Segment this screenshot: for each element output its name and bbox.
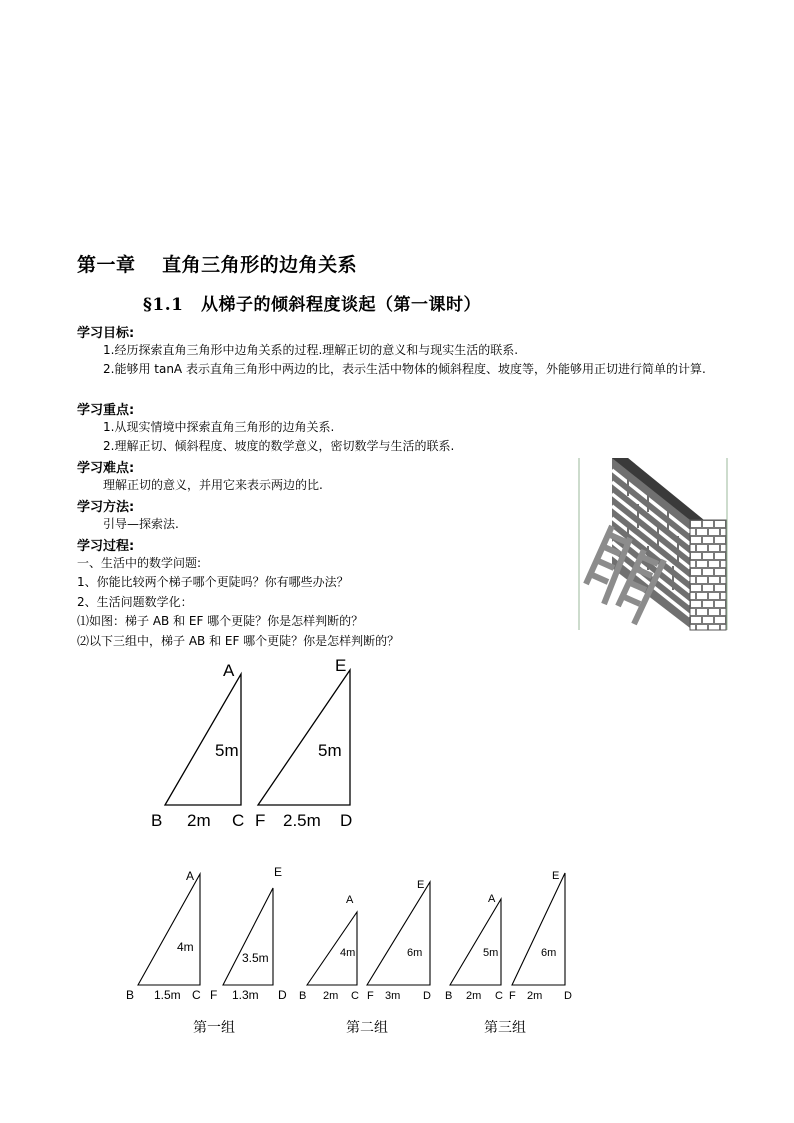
vertex-label: C [232, 811, 245, 830]
vertex-label: F [367, 990, 374, 1002]
triangle-abc [450, 899, 501, 985]
method-heading: 学习方法: [77, 500, 135, 515]
side-length-label: 4m [340, 947, 356, 959]
main-triangle-figure [145, 652, 365, 832]
group-2-figure [295, 872, 440, 1007]
base-length-label: 1.3m [232, 988, 259, 1002]
vertex-label: B [151, 811, 163, 830]
triangle-efd [367, 882, 430, 985]
vertex-label: E [417, 879, 425, 891]
process-line-5: ⑵以下三组中，梯子 AB 和 EF 哪个更陡？你是怎样判断的？ [77, 634, 400, 648]
brick-wall-ladder-illustration [578, 456, 728, 632]
group-1-caption: 第一组 [193, 1020, 235, 1036]
group-3-caption: 第三组 [484, 1020, 526, 1036]
base-length-label: 2m [527, 990, 543, 1002]
difficulty-item-1: 理解正切的意义，并用它来表示两边的比. [103, 478, 323, 492]
vertex-label: C [192, 988, 201, 1002]
process-heading: 学习过程: [77, 539, 135, 554]
vertex-label: E [335, 656, 347, 675]
triangle-efd [223, 888, 273, 985]
base-length-label: 1.5m [154, 988, 181, 1002]
vertex-label: F [509, 990, 516, 1002]
vertex-label: F [210, 988, 218, 1002]
vertex-label: D [564, 990, 572, 1002]
vertex-label: D [278, 988, 287, 1002]
group-1-figure [120, 862, 300, 1007]
key-point-item-2: 2.理解正切、倾斜程度、坡度的数学意义，密切数学与生活的联系. [103, 439, 455, 453]
vertex-label: B [445, 990, 453, 1002]
vertex-label: F [255, 811, 266, 830]
base-length-label: 2.5m [283, 811, 321, 830]
vertex-label: D [423, 990, 431, 1002]
key-points-heading: 学习重点: [77, 403, 135, 418]
side-length-label: 5m [483, 947, 499, 959]
process-line-4: ⑴如图：梯子 AB 和 EF 哪个更陡？你是怎样判断的？ [77, 614, 364, 628]
vertex-label: C [351, 990, 359, 1002]
chapter-title: 第一章 直角三角形的边角关系 [77, 254, 358, 276]
objective-item-1: 1.经历探索直角三角形中边角关系的过程.理解正切的意义和与现实生活的联系. [103, 343, 519, 357]
group-3-figure [445, 865, 580, 1007]
vertex-label: D [340, 811, 353, 830]
triangle-efd [512, 873, 565, 985]
difficulties-heading: 学习难点: [77, 461, 135, 476]
objective-item-2: 2.能够用 tanA 表示直角三角形中两边的比，表示生活中物体的倾斜程度、坡度等，外能够用正切进行简单的计算. [103, 362, 706, 376]
base-length-label: 3m [385, 990, 401, 1002]
side-length-label: 4m [177, 940, 194, 954]
triangle-efd [258, 670, 350, 805]
vertex-label: A [346, 894, 354, 906]
vertex-label: E [274, 865, 283, 879]
vertex-label: A [186, 869, 195, 883]
group-2-caption: 第二组 [346, 1020, 388, 1036]
base-length-label: 2m [187, 811, 211, 830]
triangle-abc [138, 874, 200, 985]
process-line-3: 2、生活问题数学化： [77, 595, 193, 609]
key-point-item-1: 1.从现实情境中探索直角三角形的边角关系. [103, 420, 335, 434]
base-length-label: 2m [466, 990, 482, 1002]
process-line-1: 一、生活中的数学问题: [77, 556, 202, 570]
vertex-label: C [495, 990, 503, 1002]
vertex-label: A [488, 893, 496, 905]
vertex-label: B [299, 990, 307, 1002]
lesson-title: §1.1 从梯子的倾斜程度谈起（第一课时） [143, 295, 481, 315]
process-line-2: 1、你能比较两个梯子哪个更陡吗？你有哪些办法？ [77, 575, 349, 589]
side-length-label: 3.5m [242, 951, 269, 965]
side-length-label: 5m [318, 741, 342, 760]
vertex-label: A [223, 661, 235, 680]
triangle-abc [165, 674, 241, 805]
vertex-label: E [552, 870, 560, 882]
objectives-heading: 学习目标: [77, 326, 135, 341]
method-item-1: 引导—探索法. [103, 517, 179, 531]
base-length-label: 2m [323, 990, 339, 1002]
side-length-label: 6m [541, 947, 557, 959]
side-length-label: 6m [407, 947, 423, 959]
vertex-label: B [126, 988, 135, 1002]
side-length-label: 5m [215, 741, 239, 760]
